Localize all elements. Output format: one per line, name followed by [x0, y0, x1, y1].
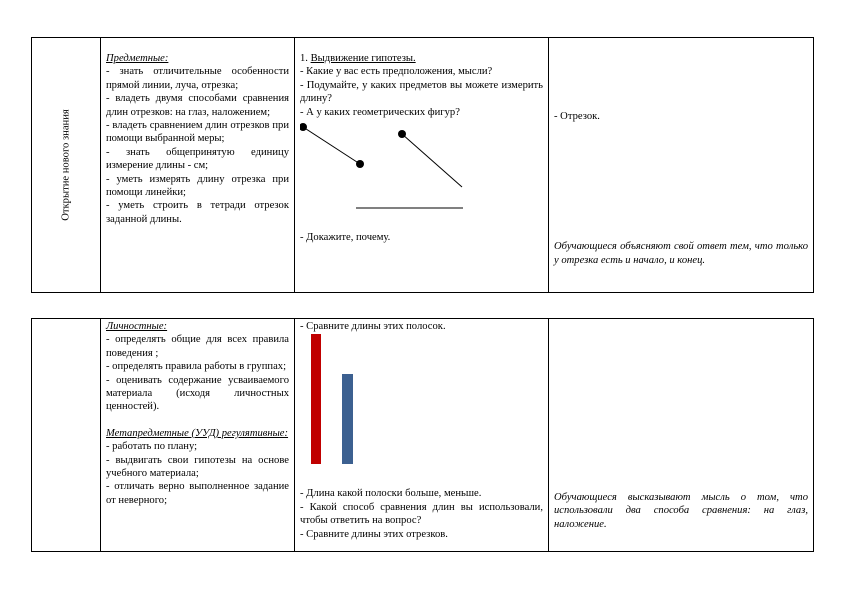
subject-item: - знать отличительные особенности прямой линии, луча, отрезка;	[106, 66, 289, 91]
teacher-question: - Какой способ сравнения длин вы использовали, чтобы ответить на вопрос?	[300, 501, 543, 527]
ray-line	[402, 134, 462, 187]
teacher-question: - Длина какой полоски больше, меньше.	[300, 488, 482, 500]
subject-item: - уметь измерять длину отрезка при помощи линейки;	[106, 173, 289, 199]
teacher-question: - Сравните длины этих отрезков.	[300, 528, 448, 540]
stage-label: Открытие нового знания	[60, 108, 72, 221]
teacher-activity-cell	[295, 38, 549, 293]
personal-item: - оценивать содержание усваиваемого материала (исходя личностных ценностей).	[106, 374, 289, 413]
lesson-table-1	[31, 37, 814, 293]
subject-item: - владеть сравнением длин отрезков при помощи выбранной меры;	[106, 120, 289, 145]
teacher-question: - Подумайте, у каких предметов вы можете измерить длину?	[300, 79, 543, 105]
stage-cell-empty	[32, 319, 101, 552]
student-explanation-2: Обучающиеся высказывают мысль о том, что использовали два способа сравнения: на глаз, наложение.	[554, 492, 808, 530]
ray-endpoint	[398, 130, 406, 138]
personal-results-cell	[101, 319, 295, 552]
segment-line	[303, 127, 360, 164]
personal-heading: Личностные:	[106, 321, 168, 332]
personal-item: - определять общие для всех правила поведения ;	[106, 334, 289, 359]
segments-figure	[300, 119, 542, 231]
subject-item: - уметь строить в тетради отрезок заданной длины.	[106, 200, 289, 225]
strips-figure	[300, 333, 543, 465]
subject-item: - знать общепринятую единицу измерение длины - см;	[106, 146, 289, 172]
student-activity-cell-2	[549, 319, 814, 552]
segment-endpoint	[300, 123, 307, 131]
meta-heading: Метапредметные (УУД) регулятивные:	[106, 427, 289, 439]
student-explanation: Обучающиеся объясняют свой ответ тем, что только у отрезка есть и начало, и конец.	[554, 241, 808, 266]
student-activity-cell	[549, 38, 814, 293]
segment-endpoint	[356, 160, 364, 168]
teacher-question: - Сравните длины этих полосок.	[300, 321, 446, 332]
teacher-question: - Докажите, почему.	[300, 232, 391, 244]
lesson-table-2	[31, 318, 814, 552]
meta-item: - отличать верно выполненное задание от неверного;	[106, 481, 289, 506]
meta-item: - выдвигать свои гипотезы на основе учебного материала;	[106, 454, 289, 480]
long-strip	[311, 334, 321, 464]
personal-item: - определять правила работы в группах;	[106, 361, 287, 373]
teacher-activity-cell-2	[295, 319, 549, 552]
subject-results-cell	[101, 38, 295, 293]
teacher-question: - А у каких геометрических фигур?	[300, 106, 460, 118]
short-strip	[342, 374, 353, 464]
stage-cell	[32, 38, 101, 293]
meta-item: - работать по плану;	[106, 441, 198, 453]
subject-heading: Предметные:	[106, 53, 169, 64]
student-answer: - Отрезок.	[554, 111, 600, 122]
subject-item: - владеть двумя способами сравнения длин отрезков: на глаз, наложением;	[106, 93, 289, 118]
hypothesis-title: 1. Выдвижение гипотезы.	[300, 53, 416, 64]
teacher-question: - Какие у вас есть предположения, мысли?	[300, 66, 493, 78]
